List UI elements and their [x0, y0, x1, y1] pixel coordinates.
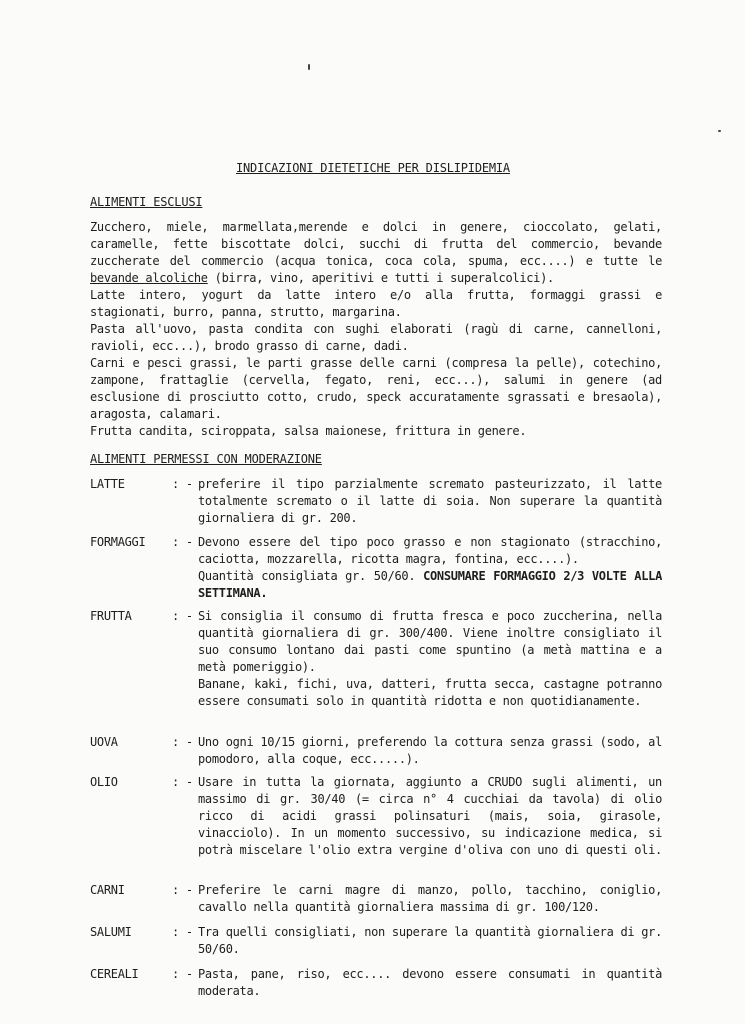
excluded-paragraph: Pasta all'uovo, pasta condita con sughi elaborati (ragù di carne, cannelloni, ravioli, ecc...), brodo grasso di carne, dadi.	[90, 322, 662, 353]
excluded-list	[90, 219, 662, 440]
separator: : -	[172, 535, 193, 549]
separator: : -	[172, 967, 193, 981]
food-text: Quantità consigliata gr. 50/60.	[198, 569, 424, 583]
food-text: Preferire le carni magre di manzo, pollo, tacchino, coniglio, cavallo nella quantità giornaliera massima di gr. 100/120.	[198, 883, 662, 914]
food-label: UOVA	[90, 735, 118, 749]
excluded-paragraph: Frutta candita, sciroppata, salsa maionese, frittura in genere.	[90, 424, 527, 438]
food-text: Si consiglia il consumo di frutta fresca e poco zuccherina, nella quantità giornaliera di gr. 300/400. Viene inoltre consigliato il suo consumo lontano dai pasti come spuntino (a metà mattina e a metà pomeriggio).	[198, 609, 662, 674]
food-text: Usare in tutta la giornata, aggiunto a CRUDO sugli alimenti, un massimo di gr. 30/40 (= circa n° 4 cucchiai da tavola) di olio ricco di acidi grassi polinsaturi (mais, soia, girasole, vinacciolo). In un momento successivo, su indicazione medica, si potrà miscelare l'olio extra vergine d'oliva con uno di questi oli.	[198, 775, 662, 857]
excluded-paragraph: Latte intero, yogurt da latte intero e/o alla frutta, formaggi grassi e stagionati, burro, panna, strutto, margarina.	[90, 288, 662, 319]
food-text: Devono essere del tipo poco grasso e non stagionato (stracchino, caciotta, mozzarella, ricotta magra, fontina, ecc....).	[198, 535, 662, 566]
food-label: LATTE	[90, 477, 125, 491]
food-label: FRUTTA	[90, 609, 132, 623]
separator: : -	[172, 609, 193, 623]
moderate-heading: ALIMENTI PERMESSI CON MODERAZIONE	[90, 452, 322, 466]
scan-speck	[308, 64, 310, 70]
separator: : -	[172, 735, 193, 749]
excluded-heading: ALIMENTI ESCLUSI	[90, 195, 203, 209]
food-note-bold: CONSUMARE FORMAGGIO 2/3 VOLTE ALLA SETTIMANA.	[198, 569, 662, 600]
food-label: CARNI	[90, 883, 125, 897]
excluded-paragraph: Zucchero, miele, marmellata,merende e dolci in genere, cioccolato, gelati, caramelle, fette biscottate dolci, succhi di frutta del commercio, bevande zuccherate del commercio (acqua tonica, coca cola, spuma, ecc....) e tutte le bevande alcoliche (birra, vino, aperitivi e tutti i superalcolici).	[90, 220, 662, 285]
separator: : -	[172, 925, 193, 939]
excluded-paragraph: Carni e pesci grassi, le parti grasse delle carni (compresa la pelle), cotechino, zampone, frattaglie (cervella, fegato, reni, ecc...), salumi in genere (ad esclusione di prosciutto cotto, crudo, speck accuratamente sgrassati e bresaola), aragosta, calamari.	[90, 356, 662, 421]
page-title: INDICAZIONI DIETETICHE PER DISLIPIDEMIA	[236, 161, 510, 175]
food-text: Pasta, pane, riso, ecc.... devono essere consumati in quantità moderata.	[198, 967, 662, 998]
separator: : -	[172, 477, 193, 491]
food-text: Uno ogni 10/15 giorni, preferendo la cottura senza grassi (sodo, al pomodoro, alla coque, ecc.....).	[198, 735, 662, 766]
food-text: Banane, kaki, fichi, uva, datteri, frutta secca, castagne potranno essere consumati solo in quantità ridotta e non quotidianamente.	[198, 677, 662, 708]
separator: : -	[172, 883, 193, 897]
separator: : -	[172, 775, 193, 789]
food-label: SALUMI	[90, 925, 132, 939]
food-text: Tra quelli consigliati, non superare la quantità giornaliera di gr. 50/60.	[198, 925, 662, 956]
food-text: preferire il tipo parzialmente scremato pasteurizzato, il latte totalmente scremato o il latte di soia. Non superare la quantità giornaliera di gr. 200.	[198, 477, 662, 525]
scan-speck	[718, 130, 721, 132]
food-label: CEREALI	[90, 967, 139, 981]
alcohol-highlight: bevande alcoliche	[90, 271, 208, 285]
food-label: OLIO	[90, 775, 118, 789]
food-label: FORMAGGI	[90, 535, 146, 549]
